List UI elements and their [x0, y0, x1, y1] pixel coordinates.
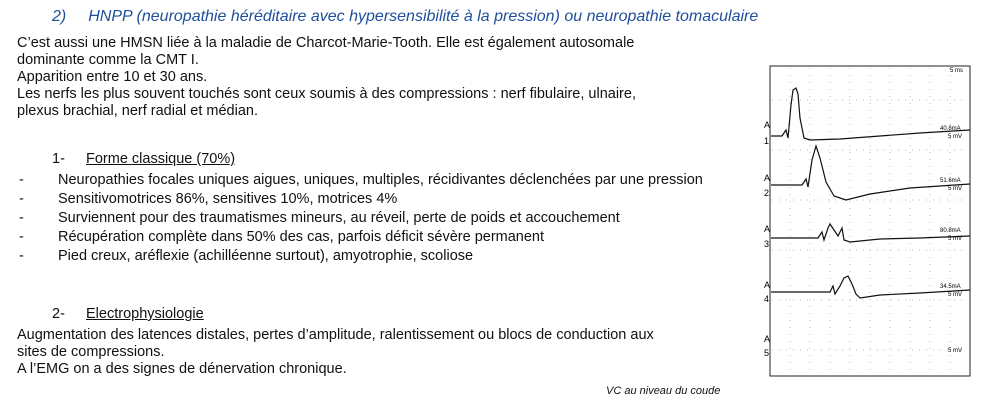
svg-text:A: A	[764, 120, 771, 130]
section2-line-2: sites de compressions.	[17, 344, 165, 360]
bullet-marker: -	[19, 229, 24, 245]
trace-3	[764, 224, 970, 249]
section2-title	[52, 306, 204, 323]
svg-text:A: A	[764, 224, 771, 234]
emg-figure	[760, 60, 975, 385]
list-item: - Pied creux, aréflexie (achilléenne surtout), amyotrophie, scoliose	[19, 248, 474, 264]
trace-3-scale: 5 mV	[948, 236, 963, 242]
trace-4-scale: 5 mV	[948, 292, 963, 298]
section1-number: 1-	[52, 151, 65, 167]
svg-text:2: 2	[764, 188, 770, 198]
trace-4	[764, 276, 970, 304]
figure-grid	[772, 68, 968, 374]
bullet-marker: -	[19, 172, 24, 188]
intro-line-3: Apparition entre 10 et 30 ans.	[17, 69, 208, 85]
trace-5	[764, 334, 962, 358]
list-item: - Neuropathies focales uniques aigues, uniques, multiples, récidivantes déclenchées par une pression	[19, 172, 703, 188]
trace-2	[764, 146, 970, 200]
intro-line-1: C’est aussi une HMSN liée à la maladie de Charcot-Marie-Tooth. Elle est également autosomale	[17, 35, 635, 51]
svg-text:A: A	[764, 334, 771, 344]
section2-line-3: A l’EMG on a des signes de dénervation chronique.	[17, 361, 347, 377]
trace-2-amplitude: 51.6mA	[940, 178, 961, 184]
section1-title-text: Forme classique (70%)	[86, 151, 236, 167]
bullet-marker: -	[19, 191, 24, 207]
figure-caption: VC au niveau du coude	[606, 385, 721, 397]
list-item: - Récupération complète dans 50% des cas, parfois déficit sévère permanent	[19, 229, 545, 245]
trace-1-amplitude: 40.8mA	[940, 126, 961, 132]
bullet-marker: -	[19, 248, 24, 264]
heading-number: 2)	[52, 8, 67, 25]
list-item: - Surviennent pour des traumatismes mineurs, au réveil, perte de poids et accouchement	[19, 210, 620, 226]
section1-bullet-list	[17, 172, 737, 267]
section2-line-1: Augmentation des latences distales, pertes d’amplitude, ralentissement ou blocs de conduction aux	[17, 327, 654, 343]
trace-5-scale: 5 mV	[948, 348, 963, 354]
section2-paragraph	[17, 327, 747, 378]
section2-number: 2-	[52, 306, 65, 322]
intro-line-4: Les nerfs les plus souvent touchés sont ceux soumis à des compressions : nerf fibulaire, ulnaire,	[17, 86, 636, 102]
trace-3-amplitude: 80.8mA	[940, 228, 961, 234]
svg-text:3: 3	[764, 239, 770, 249]
svg-text:4: 4	[764, 294, 770, 304]
section-heading	[52, 8, 758, 26]
bullet-marker: -	[19, 210, 24, 226]
trace-1	[764, 88, 970, 146]
heading-text: HNPP (neuropathie héréditaire avec hypersensibilité à la pression) ou neuropathie tomaculaire	[88, 8, 759, 25]
intro-line-5: plexus brachial, nerf radial et médian.	[17, 103, 258, 119]
svg-text:1: 1	[764, 136, 770, 146]
intro-line-2: dominante comme la CMT I.	[17, 52, 199, 68]
intro-paragraph	[17, 35, 747, 120]
svg-text:A: A	[764, 173, 771, 183]
svg-text:5: 5	[764, 348, 770, 358]
svg-text:A: A	[764, 280, 771, 290]
section1-title	[52, 151, 235, 168]
trace-2-scale: 5 mV	[948, 186, 963, 192]
time-scale-label: 5 ms	[950, 68, 964, 74]
list-item: - Sensitivomotrices 86%, sensitives 10%, motrices 4%	[19, 191, 398, 207]
trace-1-scale: 5 mV	[948, 134, 963, 140]
section2-title-text: Electrophysiologie	[86, 306, 204, 322]
trace-4-amplitude: 34.5mA	[940, 284, 961, 290]
